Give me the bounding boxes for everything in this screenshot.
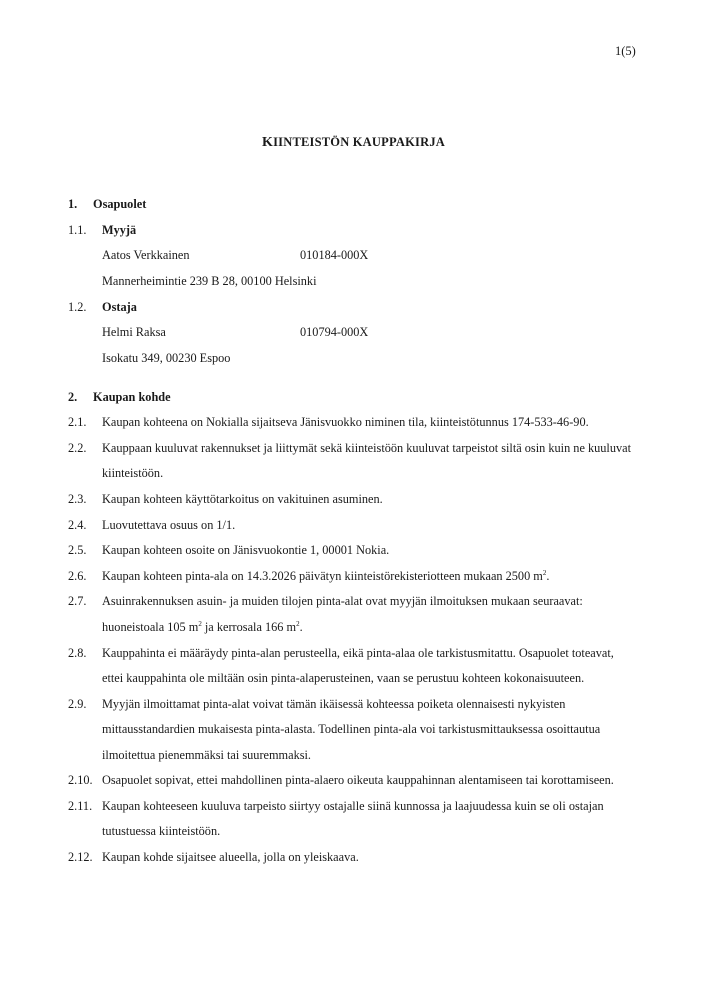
clause-number: 2.12. (68, 850, 93, 864)
clause-number: 2.3. (68, 492, 87, 506)
section-number: 1. (68, 197, 78, 211)
clause-number: 2.2. (68, 441, 87, 455)
clause-line: ettei kauppahinta ole miltään osin pinta-alaperusteinen, vaan se perustuu kohteen kokonaisuuteen. (102, 671, 585, 685)
buyer-id: 010794-000X (300, 325, 369, 339)
seller-label: Myyjä (102, 223, 137, 237)
superscript: 2 (542, 569, 547, 577)
section-title: Kaupan kohde (93, 390, 171, 404)
clause-line: Luovutettava osuus on 1/1. (102, 518, 236, 532)
clause-text: ja kerrosala 166 m (201, 620, 297, 634)
clause-text: . (299, 620, 303, 634)
document-title (0, 135, 707, 151)
clause-line: tutustuessa kiinteistöön. (102, 824, 221, 838)
section-number: 2. (68, 390, 78, 404)
clause-line: mittausstandardien mukaisesta pinta-alasta. Todellinen pinta-ala voi tarkistusmittauksessa osoittautua (102, 722, 601, 736)
clause-line: Kaupan kohteen osoite on Jänisvuokontie 1, 00001 Nokia. (102, 543, 390, 557)
clause-number: 2.5. (68, 543, 87, 557)
clause-number: 2.7. (68, 594, 87, 608)
clause-number: 1.1. (68, 223, 87, 237)
clause-line: Kaupan kohteena on Nokialla sijaitseva Jänisvuokko niminen tila, kiinteistötunnus 174-533-46-90. (102, 415, 589, 429)
buyer-address: Isokatu 349, 00230 Espoo (102, 351, 231, 365)
title-rest: IINTEISTÖN KAUPPAKIRJA (273, 135, 445, 149)
clause-line: Asuinrakennuksen asuin- ja muiden tilojen pinta-alat ovat myyjän ilmoituksen mukaan seuraavat: (102, 594, 583, 608)
clause-text: . (546, 569, 550, 583)
clause-line: Kaupan kohteen käyttötarkoitus on vakituinen asuminen. (102, 492, 383, 506)
clause-line: Osapuolet sopivat, ettei mahdollinen pinta-alaero oikeuta kauppahinnan alentamiseen tai korottamiseen. (102, 773, 614, 787)
clause-line: Myyjän ilmoittamat pinta-alat voivat tämän ikäisessä kohteessa poiketa olennaisesti nykyisten (102, 697, 566, 711)
clause-line: Kauppaan kuuluvat rakennukset ja liittymät sekä kiinteistöön kuuluvat tarpeistot siltä osin kuin ne kuuluvat (102, 441, 632, 455)
clause-number: 2.4. (68, 518, 87, 532)
clause-number: 2.8. (68, 646, 87, 660)
superscript: 2 (198, 620, 202, 628)
page-number: 1(5) (615, 44, 636, 58)
clause-line: Kaupan kohteeseen kuuluva tarpeisto siirtyy ostajalle siinä kunnossa ja laajuudessa kuin se oli ostajan (102, 799, 604, 813)
clause-number: 2.1. (68, 415, 87, 429)
seller-id: 010184-000X (300, 248, 369, 262)
seller-name: Aatos Verkkainen (102, 248, 190, 262)
clause-line: kiinteistöön. (102, 466, 164, 480)
clause-text: huoneistoala 105 m (102, 620, 199, 634)
clause-number: 2.9. (68, 697, 87, 711)
clause-line (102, 567, 652, 585)
clause-line (102, 618, 652, 636)
title-first-letter: K (262, 135, 274, 150)
clause-line: ilmoitettua pienemmäksi tai suuremmaksi. (102, 748, 312, 762)
section-title: Osapuolet (93, 197, 147, 211)
clause-text: Kaupan kohteen pinta-ala on 14.3.2026 päivätyn kiinteistörekisteriotteen mukaan 2500 m (102, 569, 543, 583)
buyer-label: Ostaja (102, 300, 137, 314)
clause-number: 2.11. (68, 799, 93, 813)
buyer-name: Helmi Raksa (102, 325, 166, 339)
clause-line: Kaupan kohde sijaitsee alueella, jolla on yleiskaava. (102, 850, 359, 864)
clause-number: 1.2. (68, 300, 87, 314)
clause-number: 2.6. (68, 569, 87, 583)
superscript: 2 (296, 620, 300, 628)
clause-line: Kauppahinta ei määräydy pinta-alan perusteella, eikä pinta-alaa ole tarkistusmitattu. Osapuolet toteavat, (102, 646, 614, 660)
seller-address: Mannerheimintie 239 B 28, 00100 Helsinki (102, 274, 317, 288)
clause-number: 2.10. (68, 773, 93, 787)
